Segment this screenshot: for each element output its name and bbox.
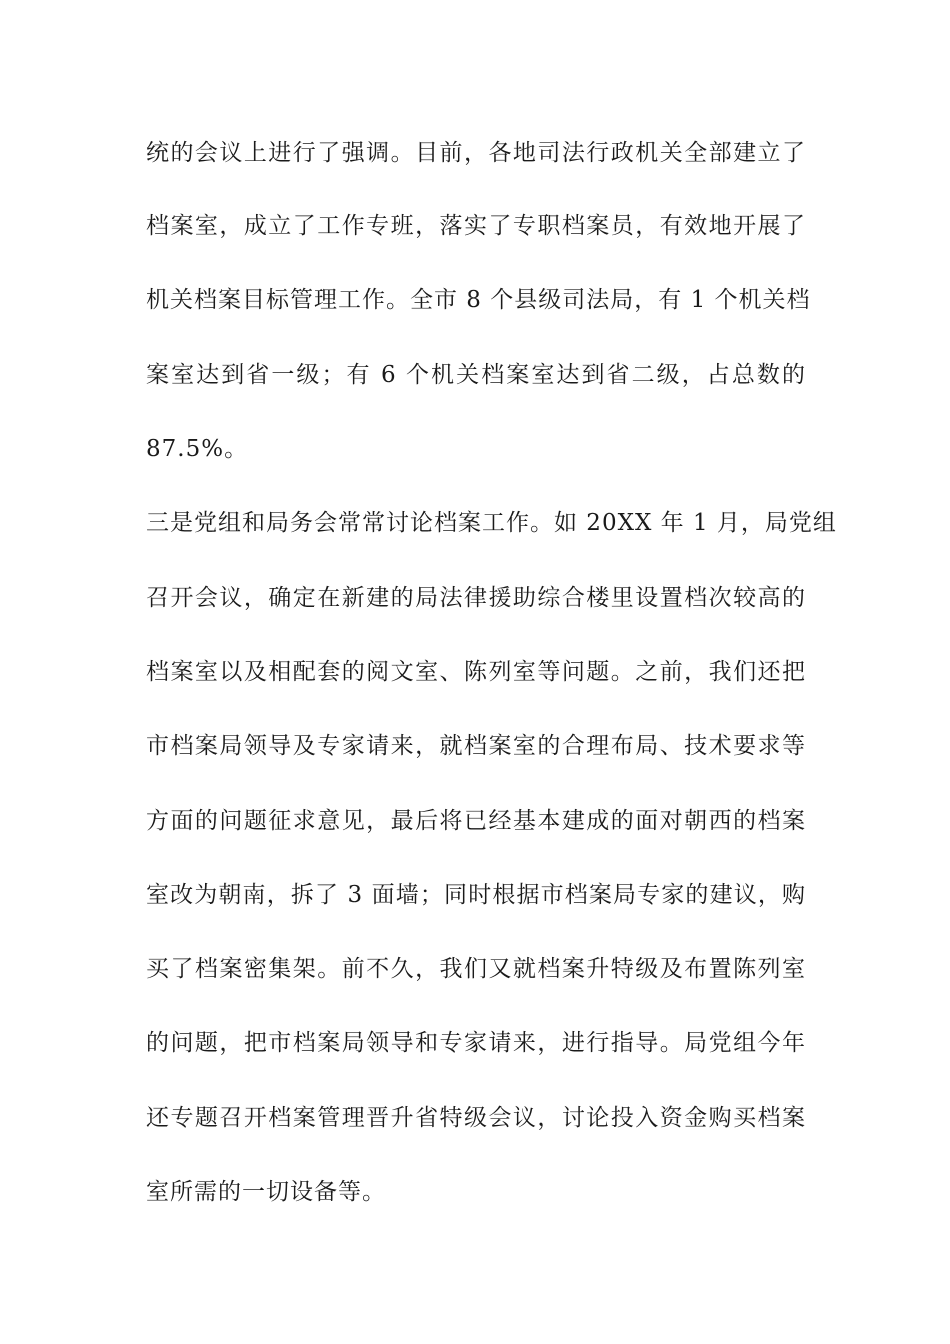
text-line: 召开会议，确定在新建的局法律援助综合楼里设置档次较高的 (146, 585, 806, 611)
text-line: 档案室，成立了工作专班，落实了专职档案员，有效地开展了 (146, 213, 806, 239)
text-line: 案室达到省一级；有 6 个机关档案室达到省二级，占总数的 (146, 362, 806, 388)
text-line: 还专题召开档案管理晋升省特级会议，讨论投入资金购买档案 (146, 1105, 806, 1131)
text-line: 室改为朝南，拆了 3 面墙；同时根据市档案局专家的建议，购 (146, 882, 806, 908)
text-line: 统的会议上进行了强调。目前，各地司法行政机关全部建立了 (146, 140, 806, 166)
text-line: 档案室以及相配套的阅文室、陈列室等问题。之前，我们还把 (146, 659, 806, 685)
text-line: 买了档案密集架。前不久，我们又就档案升特级及布置陈列室 (146, 956, 806, 982)
text-line: 机关档案目标管理工作。全市 8 个县级司法局，有 1 个机关档 (146, 287, 811, 313)
text-line: 87.5%。 (146, 436, 249, 462)
text-line: 市档案局领导及专家请来，就档案室的合理布局、技术要求等 (146, 733, 806, 759)
text-line: 室所需的一切设备等。 (146, 1179, 386, 1205)
text-line: 三是党组和局务会常常讨论档案工作。如 20XX 年 1 月，局党组 (146, 510, 837, 536)
text-line: 的问题，把市档案局领导和专家请来，进行指导。局党组今年 (146, 1030, 806, 1056)
text-line: 方面的问题征求意见，最后将已经基本建成的面对朝西的档案 (146, 808, 806, 834)
